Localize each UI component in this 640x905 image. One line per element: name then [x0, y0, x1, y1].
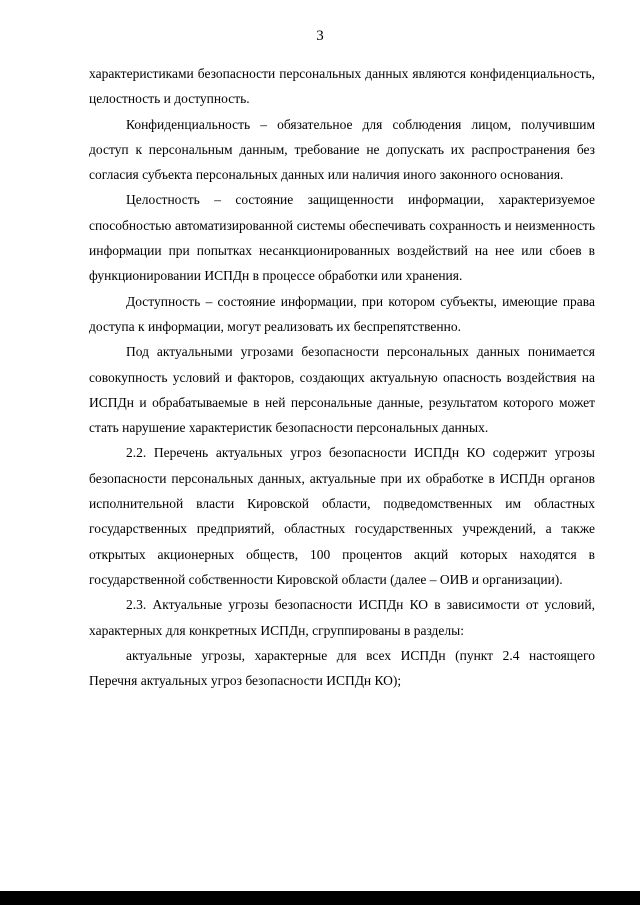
- paragraph-integrity: Целостность – состояние защищенности информации, характеризуемое способностью автоматизированной системы обеспечивать сохранность и неизменность информации при попытках несанкционированных воздействий на нее или сбоев в функционировании ИСПДн в процессе обработки или хранения.: [89, 192, 595, 284]
- page-number: 3: [316, 28, 324, 44]
- paragraph-confidentiality: Конфиденциальность – обязательное для соблюдения лицом, получившим доступ к персональным данным, требование не допускать их распространения без согласия субъекта персональных данных или наличия иного законного основания.: [89, 116, 595, 183]
- paragraph-actual-threats: Под актуальными угрозами безопасности персональных данных понимается совокупность условий и факторов, создающих актуальную опасность воздействия на ИСПДн и обрабатываемые в ней персональные данные, результатом которого может стать нарушение характеристик безопасности персональных данных.: [89, 344, 595, 436]
- paragraph-2-2: 2.2. Перечень актуальных угроз безопасности ИСПДн КО содержит угрозы безопасности персональных данных, актуальные при их обработке в ИСПДн органов исполнительной власти Кировской области, подведомственных им областных государственных предприятий, областных государственных учреждений, а также открытых акционерных обществ, 100 процентов акций которых находятся в государственной собственности Кировской области (далее – ОИВ и организации).: [89, 445, 595, 587]
- paragraph-availability: Доступность – состояние информации, при котором субъекты, имеющие права доступа к информации, могут реализовать их беспрепятственно.: [89, 293, 595, 334]
- paragraph-list-item: актуальные угрозы, характерные для всех ИСПДн (пункт 2.4 настоящего Перечня актуальных угроз безопасности ИСПДн КО);: [89, 647, 595, 689]
- paragraph-2-3: 2.3. Актуальные угрозы безопасности ИСПДн КО в зависимости от условий, характерных для конкретных ИСПДн, сгруппированы в разделы:: [89, 597, 595, 638]
- scan-bottom-border: [0, 891, 640, 905]
- paragraph-continuation: характеристиками безопасности персональных данных являются конфиденциальность, целостность и доступность.: [89, 66, 595, 107]
- document-body: [89, 61, 595, 693]
